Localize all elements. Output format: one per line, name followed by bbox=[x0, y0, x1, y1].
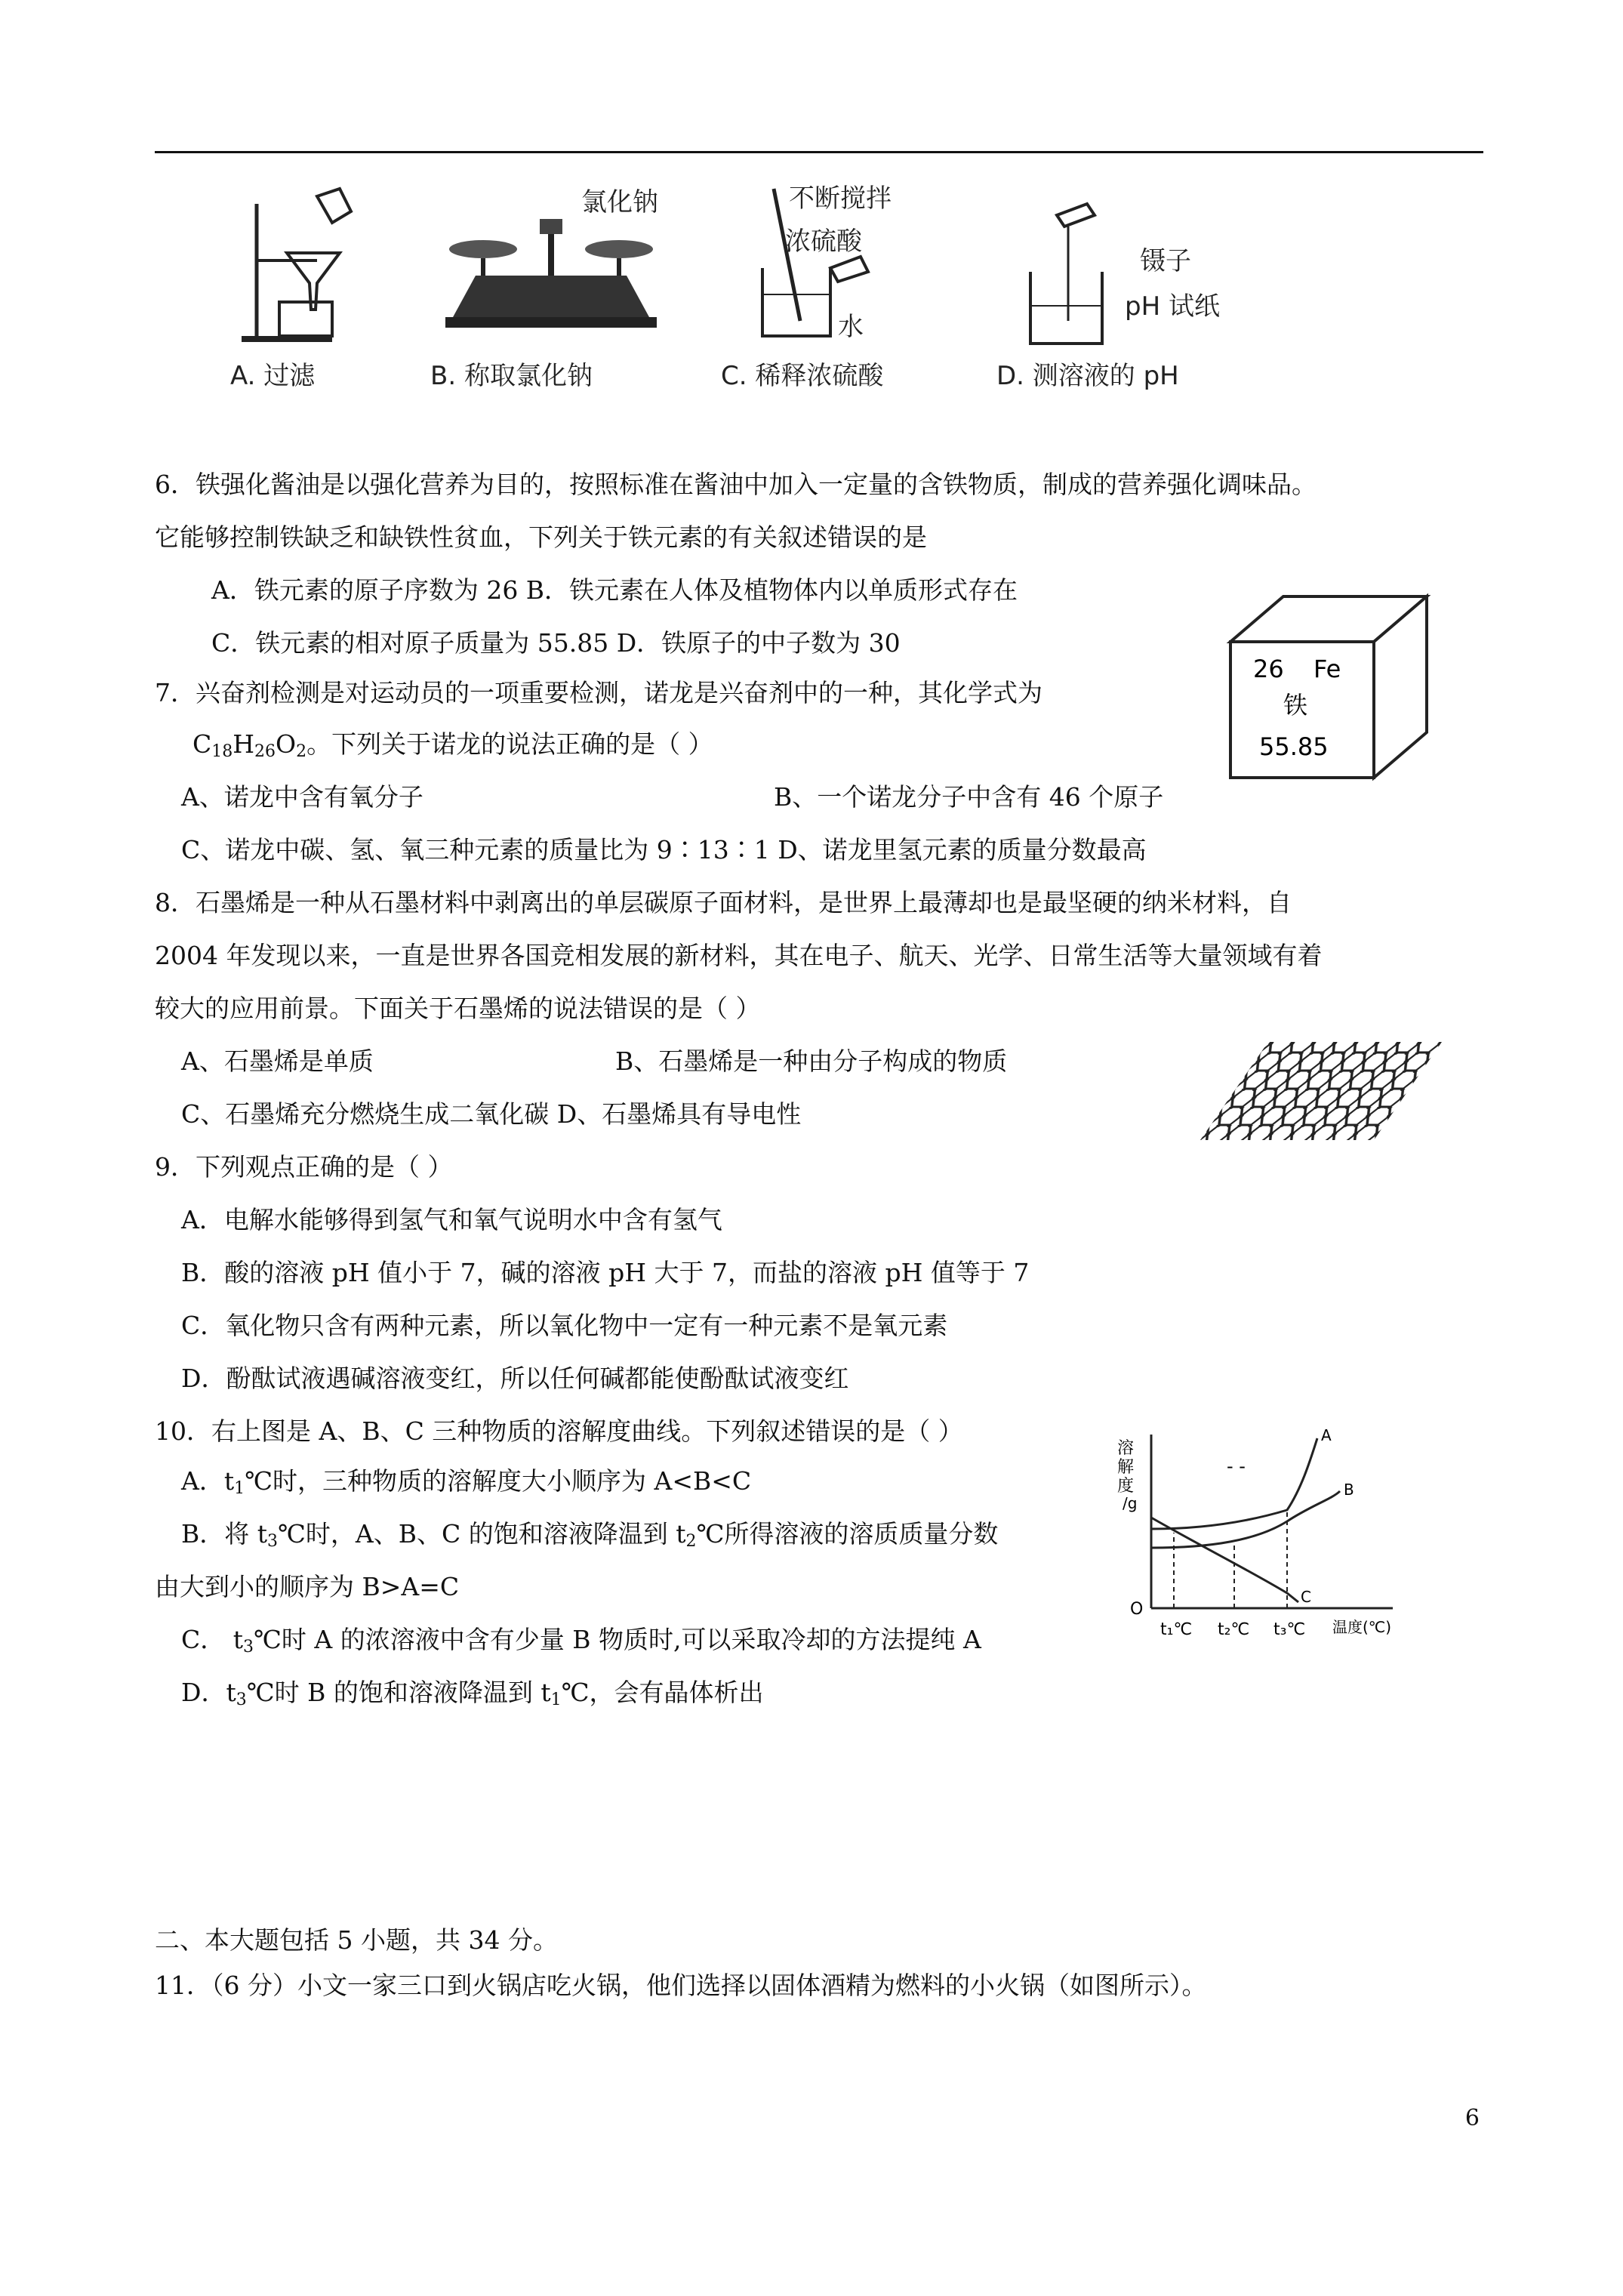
q10-d-sub2: 1 bbox=[550, 1690, 562, 1709]
graph-xlabel: 温度(℃) bbox=[1332, 1618, 1392, 1636]
q10-b-pre: B．将 t bbox=[181, 1519, 268, 1549]
q7-formula-line bbox=[192, 729, 713, 767]
q8-stem-1: 8．石墨烯是一种从石墨材料中剥离出的单层碳原子面材料，是世界上最薄却也是最坚硬的纳米材料，自 bbox=[155, 888, 1292, 917]
label-acid: 浓硫酸 bbox=[785, 227, 862, 257]
formula-o-sub: 2 bbox=[296, 742, 307, 761]
q10-a-sub: 1 bbox=[234, 1479, 245, 1498]
q7-option-a: A、诺龙中含有氧分子 bbox=[181, 782, 423, 812]
q10-d-pre: D．t bbox=[181, 1678, 236, 1707]
q9-option-d: D．酚酞试液遇碱溶液变红，所以任何碱都能使酚酞试液变红 bbox=[181, 1364, 849, 1393]
graph-ylabel-3: 度 bbox=[1117, 1477, 1135, 1496]
q8-options-cd: C、石墨烯充分燃烧生成二氧化碳 D、石墨烯具有导电性 bbox=[181, 1099, 802, 1129]
q10-option-b-line2: 由大到小的顺序为 B>A=C bbox=[155, 1572, 460, 1601]
formula-h: H bbox=[233, 729, 255, 759]
curve-b-label: B bbox=[1344, 1481, 1354, 1499]
label-tweezers: 镊子 bbox=[1140, 246, 1191, 276]
balance-figure bbox=[438, 204, 664, 332]
graph-ylabel-1: 溶 bbox=[1117, 1439, 1135, 1458]
curve-c-label: C bbox=[1301, 1588, 1311, 1606]
caption-d: D. 测溶液的 pH bbox=[996, 361, 1179, 391]
element-number: 26 bbox=[1253, 655, 1284, 683]
label-stir: 不断搅拌 bbox=[789, 183, 892, 214]
q8-option-b: B、石墨烯是一种由分子构成的物质 bbox=[615, 1046, 1008, 1076]
q7-stem: 7．兴奋剂检测是对运动员的一项重要检测，诺龙是兴奋剂中的一种，其化学式为 bbox=[155, 678, 1042, 707]
page-number: 6 bbox=[1464, 2105, 1480, 2131]
q10-a-post: ℃时，三种物质的溶解度大小顺序为 A<B<C bbox=[245, 1466, 752, 1496]
curve-a-label: A bbox=[1321, 1427, 1332, 1444]
q10-b-post: ℃所得溶液的溶质质量分数 bbox=[696, 1519, 999, 1549]
formula-h-sub: 26 bbox=[254, 742, 276, 761]
q10-d-mid: ℃时 B 的饱和溶液降温到 t bbox=[246, 1678, 551, 1707]
svg-text:- -: - - bbox=[1227, 1456, 1246, 1477]
solubility-graph bbox=[1113, 1427, 1415, 1646]
graph-ylabel-2: 解 bbox=[1117, 1458, 1135, 1477]
q7-stem-2: 。下列关于诺龙的说法正确的是（ ） bbox=[306, 729, 713, 759]
label-ph-paper: pH 试纸 bbox=[1125, 291, 1220, 322]
q10-stem: 10．右上图是 A、B、C 三种物质的溶解度曲线。下列叙述错误的是（ ） bbox=[155, 1416, 963, 1446]
q10-b-sub2: 2 bbox=[685, 1532, 697, 1551]
q10-c-sub: 3 bbox=[243, 1638, 254, 1657]
graph-ylabel-4: /g bbox=[1123, 1494, 1138, 1512]
label-nacl: 氯化钠 bbox=[581, 187, 658, 217]
formula-c: C bbox=[192, 729, 212, 759]
q6-options-cd: C．铁元素的相对原子质量为 55.85 D．铁原子的中子数为 30 bbox=[211, 628, 901, 658]
q7-options-cd: C、诺龙中碳、氢、氧三种元素的质量比为 9∶13∶1 D、诺龙里氢元素的质量分数最高 bbox=[181, 835, 1147, 864]
formula-o: O bbox=[276, 729, 297, 759]
q6-stem-1: 6．铁强化酱油是以强化营养为目的，按照标准在酱油中加入一定量的含铁物质，制成的营养强化调味品。 bbox=[155, 470, 1317, 499]
graph-t1: t₁℃ bbox=[1160, 1620, 1193, 1639]
q7-option-b: B、一个诺龙分子中含有 46 个原子 bbox=[774, 782, 1164, 812]
iron-element-cube bbox=[1223, 589, 1434, 785]
q10-a-pre: A．t bbox=[181, 1466, 235, 1496]
caption-c: C. 稀释浓硫酸 bbox=[721, 361, 884, 391]
graph-origin: O bbox=[1130, 1600, 1144, 1619]
section-2-heading: 二、本大题包括 5 小题，共 34 分。 bbox=[155, 1925, 558, 1955]
q8-stem-3: 较大的应用前景。下面关于石墨烯的说法错误的是（ ） bbox=[155, 994, 761, 1023]
q9-option-b: B．酸的溶液 pH 值小于 7，碱的溶液 pH 大于 7，而盐的溶液 pH 值等于 7 bbox=[181, 1258, 1030, 1287]
formula-c-sub: 18 bbox=[211, 742, 233, 761]
q10-c-post: ℃时 A 的浓溶液中含有少量 B 物质时,可以采取冷却的方法提纯 A bbox=[254, 1625, 981, 1654]
q11-stem: 11．（6 分）小文一家三口到火锅店吃火锅，他们选择以固体酒精为燃料的小火锅（如图所示）。 bbox=[155, 1971, 1207, 2000]
element-symbol: Fe bbox=[1313, 655, 1341, 683]
caption-b: B. 称取氯化钠 bbox=[430, 361, 593, 391]
graph-t3: t₃℃ bbox=[1273, 1620, 1306, 1639]
q10-d-post: ℃，会有晶体析出 bbox=[561, 1678, 764, 1707]
q10-b-mid: ℃时，A、B、C 的饱和溶液降温到 t bbox=[278, 1519, 686, 1549]
q8-option-a: A、石墨烯是单质 bbox=[181, 1046, 374, 1076]
caption-a: A. 过滤 bbox=[230, 361, 316, 391]
element-mass: 55.85 bbox=[1259, 732, 1329, 761]
filtration-figure bbox=[226, 181, 377, 347]
graphene-figure bbox=[1193, 1034, 1449, 1148]
q9-stem: 9．下列观点正确的是（ ） bbox=[155, 1152, 453, 1182]
q10-option-b bbox=[181, 1519, 998, 1557]
q10-option-a bbox=[181, 1466, 751, 1504]
element-name: 铁 bbox=[1283, 691, 1308, 720]
label-water: 水 bbox=[838, 312, 864, 342]
q10-c-pre: C． t bbox=[181, 1625, 244, 1654]
q10-d-sub: 3 bbox=[236, 1690, 247, 1709]
graph-t2: t₂℃ bbox=[1218, 1620, 1250, 1639]
q10-option-c bbox=[181, 1625, 981, 1663]
header-rule bbox=[155, 151, 1483, 153]
q10-option-d bbox=[181, 1678, 764, 1715]
ph-test-figure bbox=[1019, 200, 1140, 351]
q9-option-c: C．氧化物只含有两种元素，所以氧化物中一定有一种元素不是氧元素 bbox=[181, 1311, 948, 1340]
q8-stem-2: 2004 年发现以来，一直是世界各国竞相发展的新材料，其在电子、航天、光学、日常生活等大量领域有着 bbox=[155, 941, 1323, 970]
q9-option-a: A．电解水能够得到氢气和氧气说明水中含有氢气 bbox=[181, 1205, 722, 1234]
q6-stem-2: 它能够控制铁缺乏和缺铁性贫血，下列关于铁元素的有关叙述错误的是 bbox=[155, 522, 927, 552]
q6-options-ab: A．铁元素的原子序数为 26 B．铁元素在人体及植物体内以单质形式存在 bbox=[211, 575, 1018, 605]
q10-b-sub: 3 bbox=[267, 1532, 279, 1551]
